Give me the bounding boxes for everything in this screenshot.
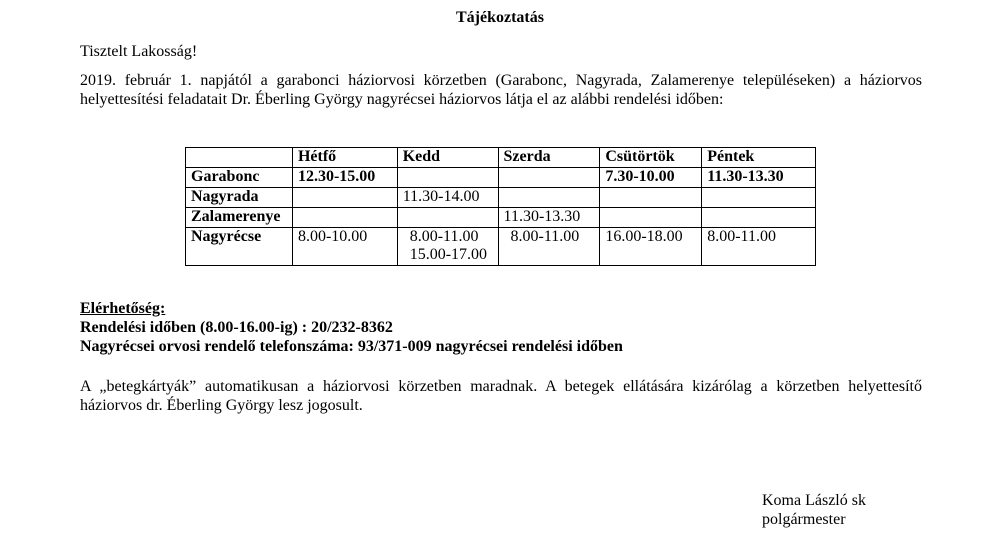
header-cell-monday: Hétfő: [292, 148, 397, 168]
header-cell-tuesday: Kedd: [397, 148, 498, 168]
contact-line-phone: Rendelési időben (8.00-16.00-ig) : 20/232-8362: [80, 319, 393, 336]
row-label: Nagyrada: [186, 188, 293, 208]
table-row-zalamerenye: [186, 208, 816, 228]
row-label: Zalamerenye: [186, 208, 293, 228]
schedule-table: [185, 147, 816, 266]
table-cell: 11.30-13.30: [498, 208, 600, 228]
table-cell: [397, 168, 498, 188]
table-cell: [397, 208, 498, 228]
table-cell: 8.00-11.00: [702, 228, 816, 266]
table-cell: 12.30-15.00: [292, 168, 397, 188]
contact-heading: Elérhetőség:: [80, 300, 166, 317]
document-title: Tájékoztatás: [456, 9, 544, 26]
table-header-row: [186, 148, 816, 168]
contact-line-office: Nagyrécsei orvosi rendelő telefonszáma: 93/371-009 nagyrécsei rendelési időben: [80, 338, 623, 355]
table-row-nagyrada: [186, 188, 816, 208]
row-label: Nagyrécse: [186, 228, 293, 266]
table-cell: 11.30-13.30: [702, 168, 816, 188]
table-cell-multi: [397, 228, 498, 266]
table-cell: [600, 208, 702, 228]
row-label: Garabonc: [186, 168, 293, 188]
greeting: Tisztelt Lakosság!: [80, 43, 198, 60]
note-paragraph: A „betegkártyák” automatikusan a háziorvosi körzetben maradnak. A betegek ellátására kizárólag a körzetben helyettesítő háziorvos dr. Éberling György lesz jogosult.: [80, 378, 922, 414]
intro-paragraph: 2019. február 1. napjától a garabonci háziorvosi körzetben (Garabonc, Nagyrada, Zalamerenye településeken) a háziorvos helyettesítési feladatait Dr. Éberling György nagyrécsei háziorvos látja el az alábbi rendelési időben:: [80, 72, 922, 108]
table-cell: 7.30-10.00: [600, 168, 702, 188]
header-cell-thursday: Csütörtök: [600, 148, 702, 168]
table-cell: [292, 208, 397, 228]
table-cell: 8.00-11.00: [498, 228, 600, 266]
table-cell: 8.00-10.00: [292, 228, 397, 266]
header-cell-wednesday: Szerda: [498, 148, 600, 168]
header-cell-empty: [186, 148, 293, 168]
table-cell: 16.00-18.00: [600, 228, 702, 266]
table-cell: [498, 188, 600, 208]
table-cell: [702, 188, 816, 208]
signature-block: [762, 491, 866, 529]
contact-section: [80, 299, 623, 356]
table-row-garabonc: [186, 168, 816, 188]
table-cell: 11.30-14.00: [397, 188, 498, 208]
signature-name: Koma László sk: [762, 492, 866, 509]
table-cell: [498, 168, 600, 188]
cell-line: 8.00-11.00: [409, 228, 479, 245]
table-cell: [702, 208, 816, 228]
header-cell-friday: Péntek: [702, 148, 816, 168]
table-cell: [292, 188, 397, 208]
table-cell: [600, 188, 702, 208]
signature-role: polgármester: [762, 511, 846, 528]
cell-line: 15.00-17.00: [409, 246, 488, 263]
table-row-nagyrecse: [186, 228, 816, 266]
